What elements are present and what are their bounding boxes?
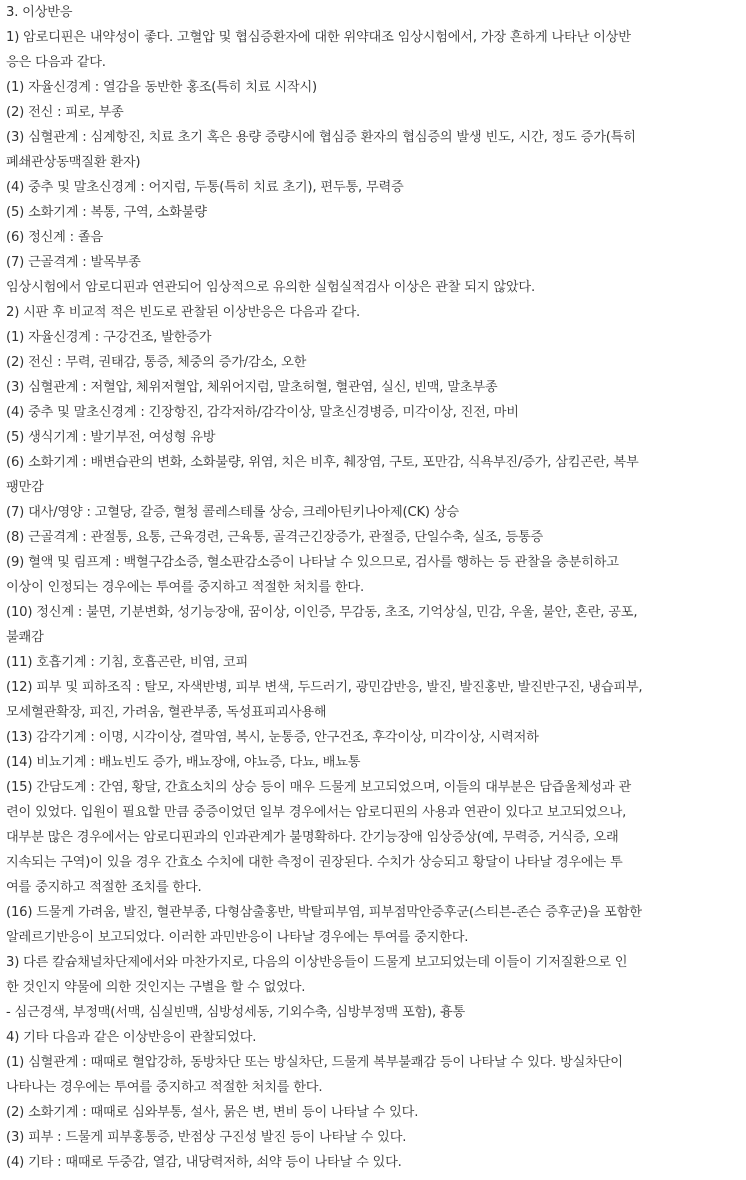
- text-line: 련이 있었다. 입원이 필요할 만큼 중증이었던 일부 경우에서는 암로디핀의 사용과 연관이 있다고 보고되었으나,: [6, 805, 627, 820]
- text-line: 3) 다른 칼슘채널차단제에서와 마찬가지로, 다음의 이상반응들이 드물게 보고되었는데 이들이 기저질환으로 인: [6, 955, 628, 970]
- text-line: 임상시험에서 암로디핀과 연관되어 임상적으로 유의한 실험실적검사 이상은 관찰 되지 않았다.: [6, 280, 535, 295]
- text-line: (4) 중추 및 말초신경계 : 긴장항진, 감각저하/감각이상, 말초신경병증, 미각이상, 진전, 마비: [6, 405, 519, 420]
- text-line: (3) 심혈관계 : 저혈압, 체위저혈압, 체위어지럼, 말초허혈, 혈관염, 실신, 빈맥, 말초부종: [6, 380, 498, 395]
- text-line: (16) 드물게 가려움, 발진, 혈관부종, 다형삼출홍반, 박탈피부염, 피부점막안증후군(스티븐-존슨 증후군)을 포함한: [6, 905, 642, 920]
- text-line: (4) 기타 : 때때로 두중감, 열감, 내당력저하, 쇠약 등이 나타날 수 있다.: [6, 1155, 402, 1170]
- text-line: (7) 근골격계 : 발목부종: [6, 255, 141, 270]
- text-line: 지속되는 구역)이 있을 경우 간효소 수치에 대한 측정이 권장된다. 수치가 상승되고 황달이 나타날 경우에는 투: [6, 855, 623, 870]
- text-line: 응은 다음과 같다.: [6, 55, 106, 70]
- text-line: (14) 비뇨기계 : 배뇨빈도 증가, 배뇨장애, 야뇨증, 다뇨, 배뇨통: [6, 755, 361, 770]
- text-line: (10) 정신계 : 불면, 기분변화, 성기능장애, 꿈이상, 이인증, 무감동, 초조, 기억상실, 민감, 우울, 불안, 혼란, 공포,: [6, 605, 638, 620]
- text-line: (5) 소화기계 : 복통, 구역, 소화불량: [6, 205, 207, 220]
- text-line: (5) 생식기계 : 발기부전, 여성형 유방: [6, 430, 216, 445]
- text-line: (6) 소화기계 : 배변습관의 변화, 소화불량, 위염, 치은 비후, 췌장염, 구토, 포만감, 식욕부진/증가, 삼킴곤란, 복부: [6, 455, 639, 470]
- text-line: 2) 시판 후 비교적 적은 빈도로 관찰된 이상반응은 다음과 같다.: [6, 305, 360, 320]
- text-line: (3) 피부 : 드물게 피부홍통증, 반점상 구진성 발진 등이 나타날 수 있다.: [6, 1130, 407, 1145]
- text-line: 나타나는 경우에는 투여를 중지하고 적절한 처치를 한다.: [6, 1080, 323, 1095]
- text-line: 불쾌감: [6, 630, 44, 645]
- text-line: (6) 정신계 : 졸음: [6, 230, 103, 245]
- text-line: 폐쇄관상동맥질환 환자): [6, 155, 141, 170]
- text-line: (4) 중추 및 말초신경계 : 어지럼, 두통(특히 치료 초기), 편두통, 무력증: [6, 180, 404, 195]
- text-line: (1) 자율신경계 : 구강건조, 발한증가: [6, 330, 212, 345]
- text-line: 3. 이상반응: [6, 5, 73, 20]
- text-line: (3) 심혈관계 : 심계항진, 치료 초기 혹은 용량 증량시에 협심증 환자의 협심증의 발생 빈도, 시간, 정도 증가(특히: [6, 130, 636, 145]
- text-line: (2) 전신 : 무력, 권태감, 통증, 체중의 증가/감소, 오한: [6, 355, 307, 370]
- text-line: (8) 근골격계 : 관절통, 요통, 근육경련, 근육통, 골격근긴장증가, 관절증, 단일수축, 실조, 등통증: [6, 530, 544, 545]
- text-line: (15) 간담도계 : 간염, 황달, 간효소치의 상승 등이 매우 드물게 보고되었으며, 이들의 대부분은 담즙울체성과 관: [6, 780, 632, 795]
- text-line: (7) 대사/영양 : 고혈당, 갈증, 혈청 콜레스테롤 상승, 크레아틴키나아제(CK) 상승: [6, 505, 459, 520]
- text-line: (2) 소화기계 : 때때로 심와부통, 설사, 묽은 변, 변비 등이 나타날 수 있다.: [6, 1105, 419, 1120]
- text-line: 팽만감: [6, 480, 44, 495]
- text-line: (11) 호흡기계 : 기침, 호흡곤란, 비염, 코피: [6, 655, 248, 670]
- text-line: (13) 감각기계 : 이명, 시각이상, 결막염, 복시, 눈통증, 안구건조, 후각이상, 미각이상, 시력저하: [6, 730, 539, 745]
- text-line: 알레르기반응이 보고되었다. 이러한 과민반응이 나타날 경우에는 투여를 중지한다.: [6, 930, 469, 945]
- text-line: - 심근경색, 부정맥(서맥, 심실빈맥, 심방성세동, 기외수축, 심방부정맥 포함), 흉통: [6, 1005, 466, 1020]
- text-line: 한 것인지 약물에 의한 것인지는 구별을 할 수 없었다.: [6, 980, 306, 995]
- text-line: 1) 암로디핀은 내약성이 좋다. 고혈압 및 협심증환자에 대한 위약대조 임상시험에서, 가장 흔하게 나타난 이상반: [6, 30, 631, 45]
- text-line: (1) 심혈관계 : 때때로 혈압강하, 동방차단 또는 방실차단, 드물게 복부불쾌감 등이 나타날 수 있다. 방실차단이: [6, 1055, 623, 1070]
- text-line: (9) 혈액 및 림프계 : 백혈구감소증, 혈소판감소증이 나타날 수 있으므로, 검사를 행하는 등 관찰을 충분히하고: [6, 555, 619, 570]
- text-line: 이상이 인정되는 경우에는 투여를 중지하고 적절한 처치를 한다.: [6, 580, 364, 595]
- text-line: (2) 전신 : 피로, 부종: [6, 105, 124, 120]
- text-line: 4) 기타 다음과 같은 이상반응이 관찰되었다.: [6, 1030, 257, 1045]
- text-line: 대부분 많은 경우에서는 암로디핀과의 인과관계가 불명확하다. 간기능장애 임상증상(예, 무력증, 거식증, 오래: [6, 830, 619, 845]
- text-line: (1) 자율신경계 : 열감을 동반한 홍조(특히 치료 시작시): [6, 80, 317, 95]
- text-line: 여를 중지하고 적절한 조치를 한다.: [6, 880, 202, 895]
- text-line: 모세혈관확장, 피진, 가려움, 혈관부종, 독성표피괴사용해: [6, 705, 327, 720]
- document-body: [6, 0, 740, 1175]
- text-line: (12) 피부 및 피하조직 : 탈모, 자색반병, 피부 변색, 두드러기, 광민감반응, 발진, 발진홍반, 발진반구진, 냉습피부,: [6, 680, 643, 695]
